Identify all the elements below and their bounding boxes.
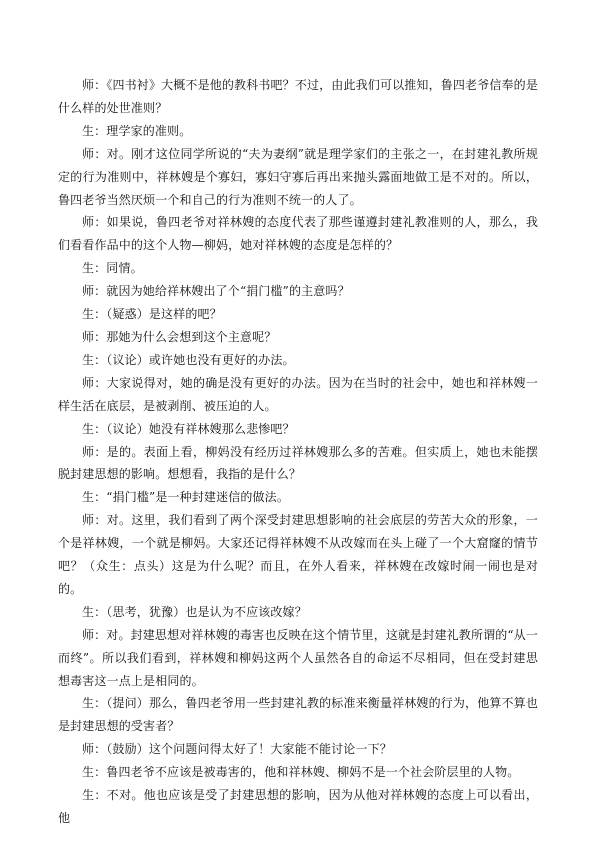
document-body [58,74,538,830]
paragraph: 生：同情。 [82,261,143,276]
paragraph: 生：理学家的准则。 [82,123,192,138]
paragraph: 生：“捐门槛”是一种封建迷信的做法。 [82,490,289,505]
paragraph: 师：那她为什么会想到这个主意呢？ [82,329,277,344]
paragraph: 师：对。这里，我们看到了两个深受封建思想影响的社会底层的劳苦大众的形象，一个是祥林嫂，一个就是柳妈。大家还记得祥林嫂不从改嫁而在头上碰了一个大窟窿的情节吧？（众生：点头）这是为什么呢？而且，在外人看来，祥林嫂在改嫁时闹一闹也是对的。 [58,513,538,596]
paragraph: 师：《四书衬》大概不是他的教科书吧？不过，由此我们可以推知，鲁四老爷信奉的是什么样的处世准则？ [58,78,538,115]
paragraph: 生：鲁四老爷不应该是被毒害的，他和祥林嫂、柳妈不是一个社会阶层里的人物。 [82,765,520,780]
paragraph: 生：不对。他也应该是受了封建思想的影响，因为从他对祥林嫂的态度上可以看出，他 [58,788,538,825]
paragraph: 师：大家说得对，她的确是没有更好的办法。因为在当时的社会中，她也和祥林嫂一样生活在底层，是被剥削、被压迫的人。 [58,375,538,413]
paragraph: 师：（鼓励）这个问题问得太好了！大家能不能讨论一下？ [82,742,392,757]
paragraph: 师：就因为她给祥林嫂出了个“捐门槛”的主意吗？ [82,284,350,299]
paragraph: 师：对。刚才这位同学所说的“夫为妻纲”就是理学家们的主张之一，在封建礼教所规定的行为准则中，祥林嫂是个寡妇，寡妇守寡后再出来抛头露面地做工是不对的。所以，鲁四老爷当然厌烦一个和自己的行为准则不统一的人了。 [58,146,538,207]
paragraph: 生：（思考，犹豫）也是认为不应该改嫁？ [82,604,307,619]
paragraph: 生：（提问）那么，鲁四老爷用一些封建礼教的标准来衡量祥林嫂的行为，他算不算也是封建思想的受害者？ [58,696,538,734]
paragraph: 师：如果说，鲁四老爷对祥林嫂的态度代表了那些谨遵封建礼教准则的人，那么，我们看看作品中的这个人物—柳妈，她对祥林嫂的态度是怎样的？ [58,215,538,253]
paragraph: 师：是的。表面上看，柳妈没有经历过祥林嫂那么多的苦难。但实质上，她也未能摆脱封建思想的影响。想想看，我指的是什么？ [58,444,538,482]
paragraph: 生：（议论）或许她也没有更好的办法。 [82,352,295,367]
paragraph: 生：（疑惑）是这样的吧？ [82,307,222,322]
paragraph: 师：对。封建思想对祥林嫂的毒害也反映在这个情节里，这就是封建礼教所谓的“从一而终”。所以我们看到，祥林嫂和柳妈这两个人虽然各自的命运不尽相同，但在受封建思想毒害这一点上是相同的。 [58,627,538,688]
paragraph: 生：（议论）她没有祥林嫂那么悲惨吧？ [82,421,295,436]
